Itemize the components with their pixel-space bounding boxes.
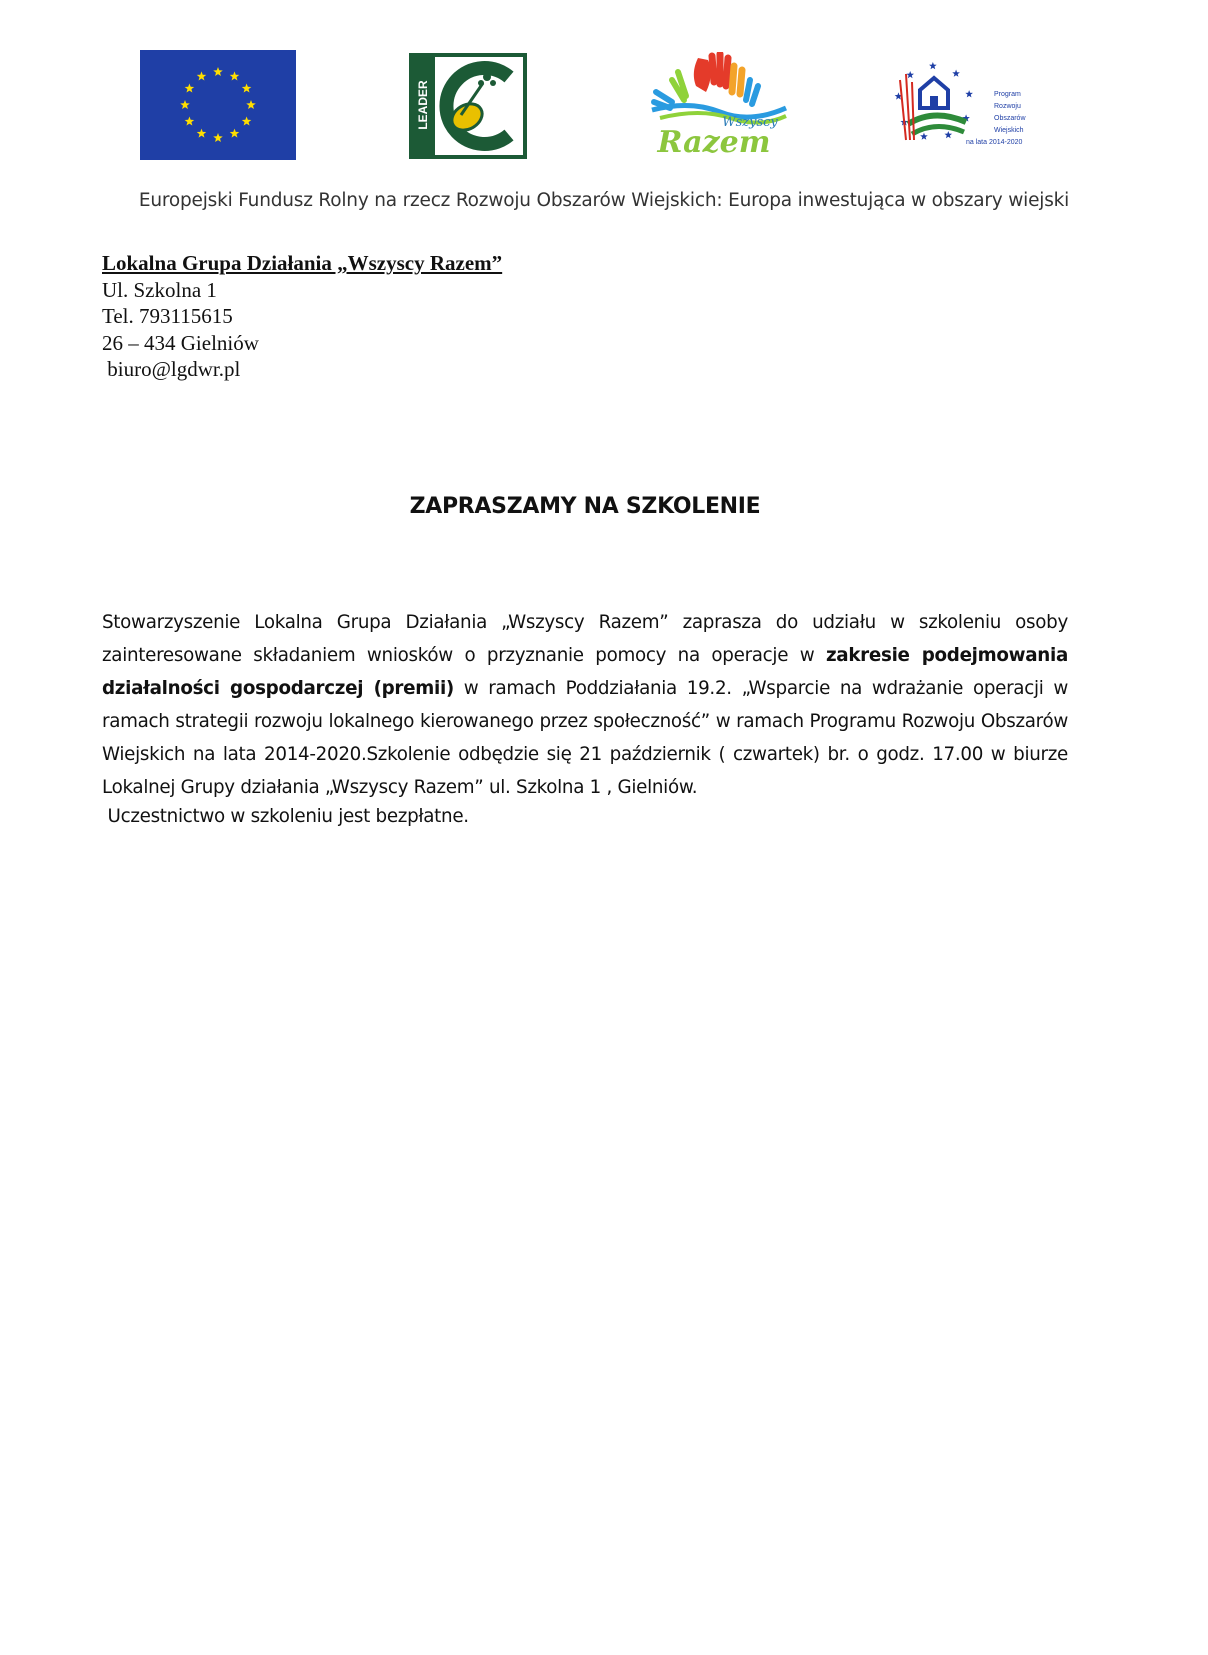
hands-icon: [650, 52, 790, 158]
organization-name: Lokalna Grupa Działania „Wszyscy Razem”: [102, 251, 503, 275]
eu-stars-icon: [140, 50, 296, 160]
wszyscy-razem-logo: [650, 52, 790, 158]
prow-star-icon: [952, 70, 960, 77]
svg-text:na lata 2014-2020: na lata 2014-2020: [966, 139, 1023, 146]
prow-logo: [886, 60, 1036, 155]
prow-star-icon: [944, 131, 952, 138]
paragraph-part-2: w ramach Poddziałania 19.2. „Wsparcie na wdrażanie operacji w ramach strategii rozwoju lokalnego kierowanego przez społeczność” w ramach Programu Rozwoju Obszarów Wiejskich na lata 2014-2020.Szkolenie odbędzie się 21 październik ( czwartek) br. o godz. 17.00 w biurze Lokalnej Grupy działania „Wszyscy Razem” ul. Szkolna 1 , Gielniów.: [102, 678, 1068, 798]
prow-star-icon: [906, 71, 914, 78]
organization-address: [102, 250, 502, 383]
prow-star-icon: [929, 62, 937, 69]
svg-text:Wszyscy: Wszyscy: [722, 115, 778, 130]
svg-text:Obszarów: Obszarów: [994, 115, 1026, 122]
prow-star-icon: [965, 90, 973, 97]
invitation-paragraph: [102, 606, 1068, 804]
leader-logo: [409, 53, 527, 159]
eu-flag-logo: [140, 50, 296, 160]
organization-email: biuro@lgdwr.pl: [102, 357, 241, 381]
svg-text:LEADER: LEADER: [416, 80, 430, 130]
eu-star-icon: [213, 67, 223, 76]
eu-star-icon: [230, 129, 240, 138]
closing-line: Uczestnictwo w szkoleniu jest bezpłatne.: [102, 806, 469, 827]
eu-star-icon: [185, 117, 195, 126]
leader-emblem-icon: [409, 53, 527, 159]
funding-line: Europejski Fundusz Rolny na rzecz Rozwoju Obszarów Wiejskich: Europa inwestująca w obszary wiejski: [138, 190, 1070, 211]
eu-star-icon: [242, 117, 252, 126]
organization-phone: Tel. 793115615: [102, 304, 233, 328]
prow-star-icon: [920, 133, 928, 140]
eu-star-icon: [230, 71, 240, 80]
organization-street: Ul. Szkolna 1: [102, 277, 217, 302]
svg-text:Wiejskich: Wiejskich: [994, 127, 1024, 134]
page-title: ZAPRASZAMY NA SZKOLENIE: [409, 494, 761, 519]
eu-star-icon: [180, 100, 190, 109]
svg-text:Razem: Razem: [657, 125, 771, 158]
eu-star-icon: [246, 100, 256, 109]
eu-star-icon: [213, 133, 223, 142]
organization-postal: 26 – 434 Gielniów: [102, 330, 259, 355]
svg-text:Rozwoju: Rozwoju: [994, 103, 1021, 110]
eu-star-icon: [197, 129, 207, 138]
paragraph-bold-part: zakresie podejmowania działalności gospodarczej (premii): [102, 645, 1068, 699]
eu-star-icon: [197, 71, 207, 80]
eu-star-icon: [242, 84, 252, 93]
svg-text:Program: Program: [994, 91, 1021, 98]
eu-star-icon: [185, 84, 195, 93]
prow-emblem-icon: [886, 60, 1036, 155]
paragraph-part-1: Stowarzyszenie Lokalna Grupa Działania „Wszyscy Razem” zaprasza do udziału w szkoleniu osoby zainteresowane składaniem wniosków o przyznanie pomocy na operacje w: [102, 612, 1068, 666]
